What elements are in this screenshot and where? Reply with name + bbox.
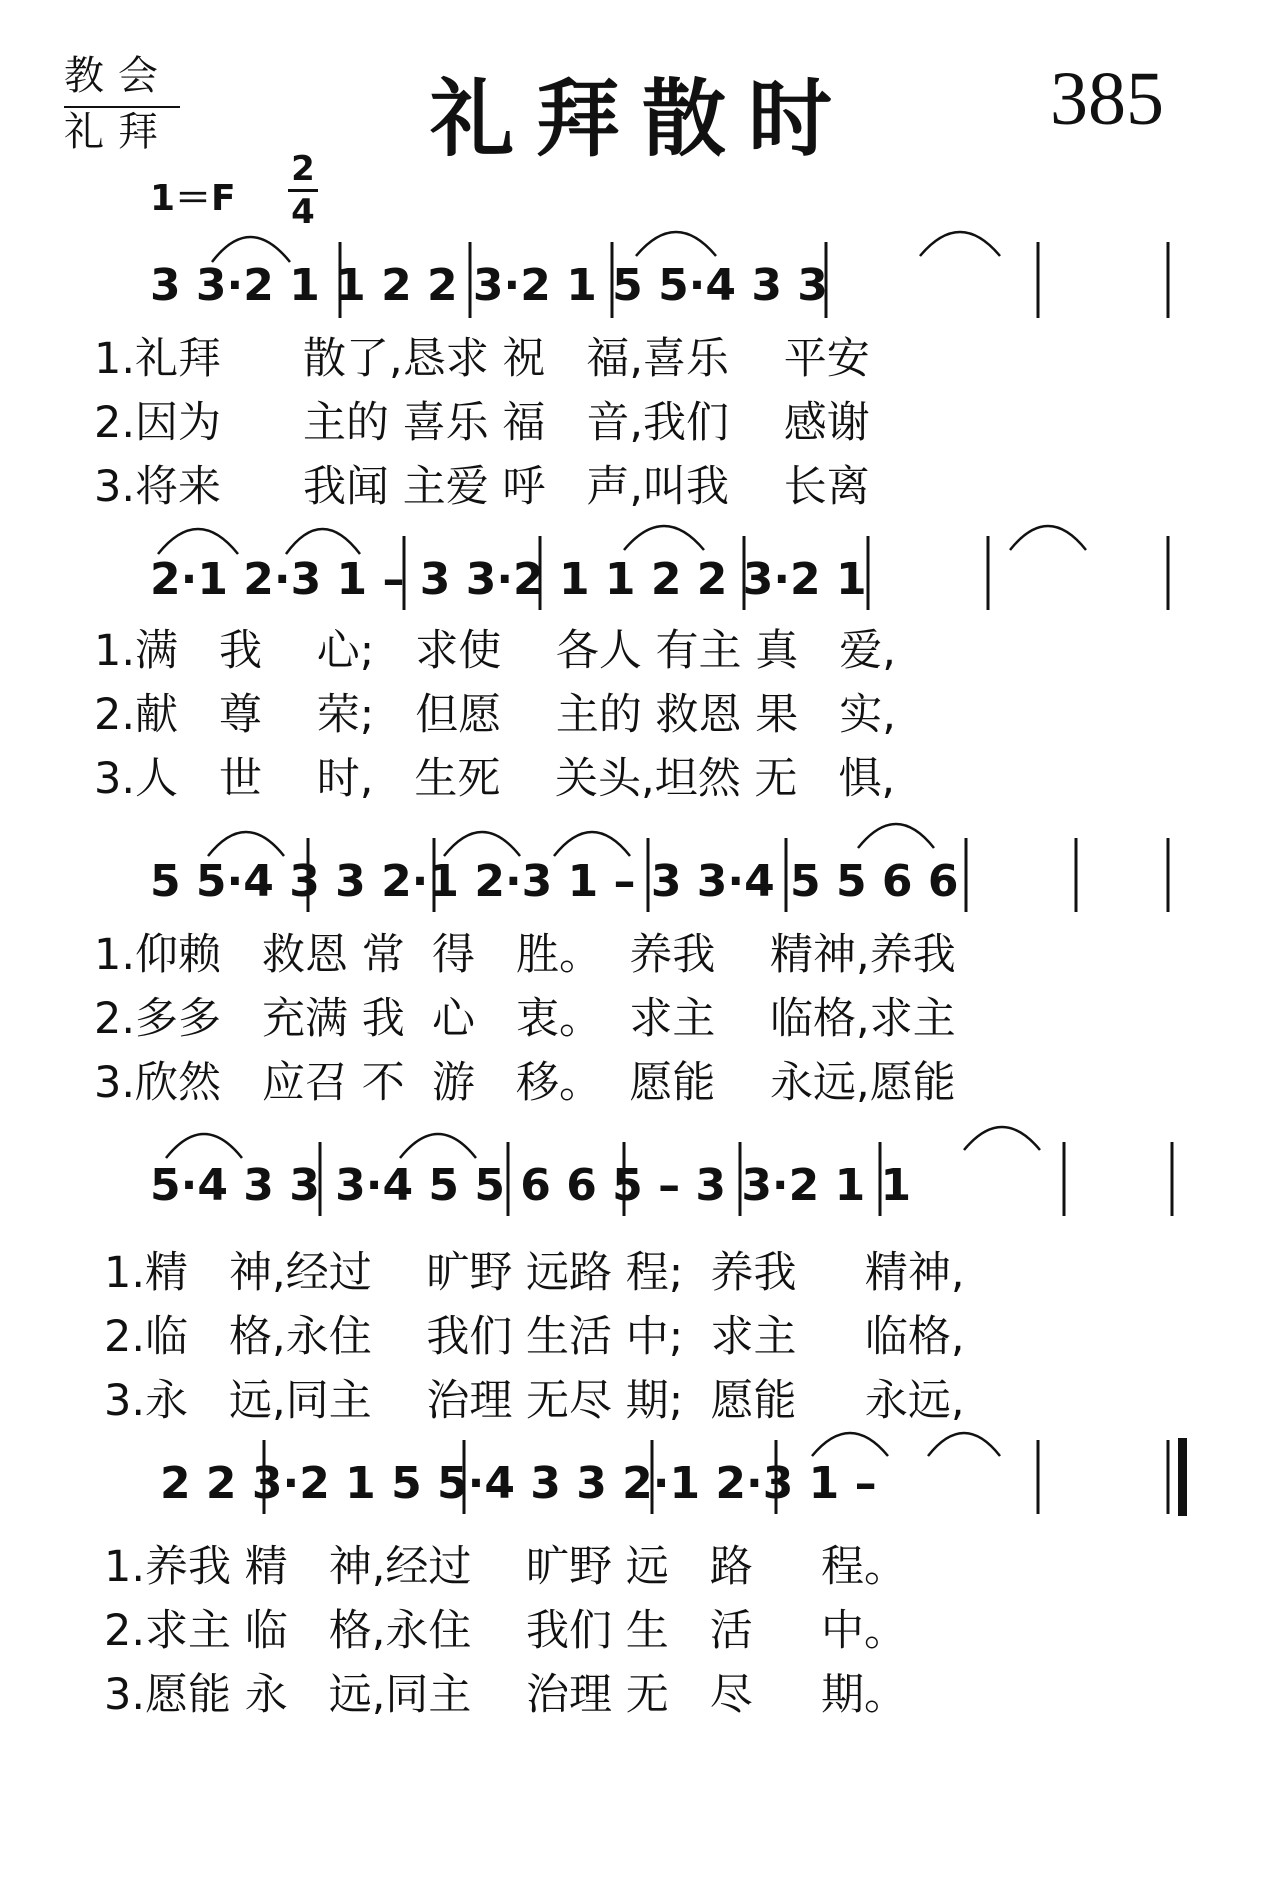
slur bbox=[286, 529, 360, 554]
slur bbox=[1010, 526, 1086, 550]
hymn-title: 礼拜散时 bbox=[430, 70, 855, 168]
final-double-bar-thick bbox=[1178, 1438, 1187, 1516]
notation-row-5: 2 2 3·2 1 5 5·4 3 3 2·1 2·3 1 – bbox=[160, 1458, 877, 1509]
lyric-line-3-1: 1.仰赖 救恩 常 得 胜。 养我 精神,养我 bbox=[94, 930, 956, 980]
hymn-number: 385 bbox=[1050, 57, 1164, 141]
lyric-line-4-3: 3.永 远,同主 治理 无尽 期; 愿能 永远, bbox=[104, 1376, 965, 1426]
slur bbox=[554, 832, 630, 856]
lyric-line-5-1: 1.养我 精 神,经过 旷野 远 路 程。 bbox=[104, 1542, 908, 1592]
slur bbox=[624, 526, 704, 550]
slur bbox=[166, 1134, 242, 1158]
lyric-line-1-1: 1.礼拜 散了,恳求 祝 福,喜乐 平安 bbox=[94, 334, 870, 384]
slur bbox=[928, 1433, 1000, 1456]
lyric-line-1-3: 3.将来 我闻 主爱 呼 声,叫我 长离 bbox=[94, 462, 870, 512]
slur bbox=[858, 824, 934, 848]
notation-row-1: 3 3·2 1 1 2 2 3·2 1 5 5·4 3 3 bbox=[150, 260, 828, 311]
lyric-line-2-2: 2.献 尊 荣; 但愿 主的 救恩 果 实, bbox=[94, 690, 896, 740]
notation-row-2: 2·1 2·3 1 – 3 3·2 1 1 2 2 3·2 1 bbox=[150, 554, 867, 605]
slur bbox=[920, 232, 1000, 256]
slur bbox=[212, 237, 290, 262]
time-signature-bottom: 4 bbox=[291, 192, 315, 232]
category-bottom: 礼拜 bbox=[64, 109, 172, 155]
key-signature: 1＝F bbox=[150, 178, 236, 219]
time-signature-top: 2 bbox=[291, 149, 315, 189]
lyric-line-2-1: 1.满 我 心; 求使 各人 有主 真 爱, bbox=[94, 626, 896, 676]
slur bbox=[636, 232, 716, 256]
slur bbox=[444, 832, 520, 856]
lyric-line-5-3: 3.愿能 永 远,同主 治理 无 尽 期。 bbox=[104, 1670, 908, 1720]
slur bbox=[158, 529, 238, 554]
slur bbox=[400, 1134, 476, 1158]
notation-row-4: 5·4 3 3 3·4 5 5 6 6 5 – 3 3·2 1 1 bbox=[150, 1160, 912, 1211]
slur bbox=[812, 1433, 888, 1456]
lyric-line-2-3: 3.人 世 时, 生死 关头,坦然 无 惧, bbox=[94, 754, 896, 804]
lyric-line-3-2: 2.多多 充满 我 心 衷。 求主 临格,求主 bbox=[94, 994, 956, 1044]
slur bbox=[208, 832, 284, 856]
lyric-line-4-1: 1.精 神,经过 旷野 远路 程; 养我 精神, bbox=[104, 1248, 965, 1298]
lyric-line-4-2: 2.临 格,永住 我们 生活 中; 求主 临格, bbox=[104, 1312, 965, 1362]
notation-row-3: 5 5·4 3 3 2·1 2·3 1 – 3 3·4 5 5 6 6 bbox=[150, 856, 959, 907]
lyric-line-3-3: 3.欣然 应召 不 游 移。 愿能 永远,愿能 bbox=[94, 1058, 956, 1108]
lyric-line-1-2: 2.因为 主的 喜乐 福 音,我们 感谢 bbox=[94, 398, 870, 448]
slur bbox=[964, 1127, 1040, 1150]
lyric-line-5-2: 2.求主 临 格,永住 我们 生 活 中。 bbox=[104, 1606, 908, 1656]
category-top: 教会 bbox=[64, 53, 172, 99]
